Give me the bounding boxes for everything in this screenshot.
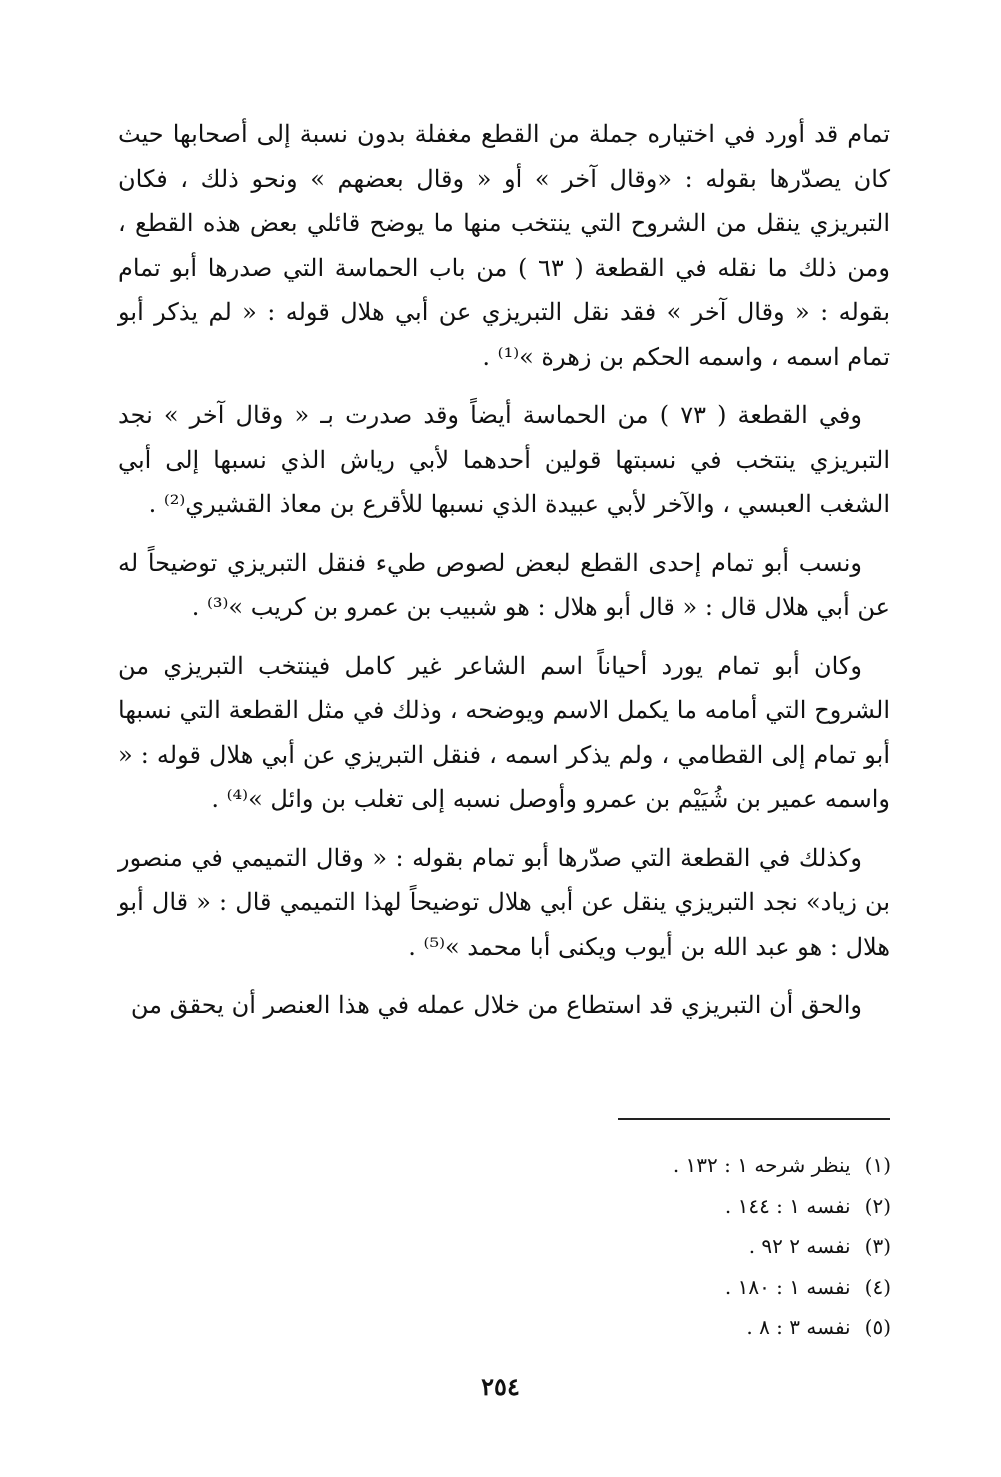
page-number: ٢٥٤ [481,1372,520,1401]
footnotes-list [471,1145,891,1348]
footnote-text: ينظر شرحه ١ : ١٣٢ . [672,1153,851,1177]
footnote-divider [618,1118,890,1120]
paragraph-2: وفي القطعة ( ٧٣ ) من الحماسة أيضاً وقد صدرت بـ « وقال آخر » نجد التبريزي ينتخب في نسبتها قولين أحدهما لأبي رياش الذي نسبها إلى أبي الشغب العبسي ، والآخر لأبي عبيدة الذي نسبها للأقرع بن معاذ القشيري⁽²⁾ . [118,401,890,518]
footnote-text: نفسه ١ : ١٨٠ . [724,1274,851,1299]
paragraph-5: وكذلك في القطعة التي صدّرها أبو تمام بقوله : « وقال التميمي في منصور بن زياد» نجد التبريزي ينقل عن أبي هلال توضيحاً لهذا التميمي قال : « قال أبو هلال : هو عبد الله بن أيوب ويكنى أبا محمد »⁽⁵⁾ . [118,843,890,961]
footnote-text: نفسه ١ : ١٤٤ . [724,1193,851,1218]
footnote-number: (٢) [864,1193,891,1218]
footnote-item [471,1226,891,1267]
paragraph-4: وكان أبو تمام يورد أحياناً اسم الشاعر غير كامل فينتخب التبريزي من الشروح التي أمامه ما يكمل الاسم ويوضحه ، وذلك في مثل القطعة التي نسبها أبو تمام إلى القطامي ، ولم يذكر اسمه ، فنقل التبريزي عن أبي هلال قوله : « واسمه عمير بن شُيَيْم بن عمرو وأوصل نسبه إلى تغلب بن وائل »⁽⁴⁾ . [118,651,890,813]
footnote-text: نفسه ٣ : ٨ . [746,1315,851,1339]
footnote-number: (٥) [864,1315,891,1339]
paragraph-3: ونسب أبو تمام إحدى القطع لبعض لصوص طيء فنقل التبريزي توضيحاً له عن أبي هلال قال : « قال أبو هلال : هو شبيب بن عمرو بن كريب »⁽³⁾ . [118,548,890,621]
footnote-item [471,1186,891,1227]
footnote-number: (٤) [864,1274,891,1299]
footnote-number: (٣) [864,1234,891,1258]
paragraph-6: والحق أن التبريزي قد استطاع من خلال عمله في هذا العنصر أن يحقق من [130,991,862,1019]
footnote-text: نفسه ٢ ٩٢ . [748,1234,851,1258]
main-text [118,112,890,1042]
footnote-item [471,1145,891,1186]
footnote-number: (١) [864,1153,891,1177]
paragraph-1: تمام قد أورد في اختياره جملة من القطع مغفلة بدون نسبة إلى أصحابها حيث كان يصدّرها بقوله : «وقال آخر » أو « وقال بعضهم » ونحو ذلك ، فكان التبريزي ينقل من الشروح التي ينتخب منها ما يوضح قائلي بعض هذه القطع ، ومن ذلك ما نقله في القطعة ( ٦٣ ) من باب الحماسة التي صدرها أبو تمام بقوله : « وقال آخر » فقد نقل التبريزي عن أبي هلال قوله : « لم يذكر أبو تمام اسمه ، واسمه الحكم بن زهرة »⁽¹⁾ . [118,120,890,371]
footnote-item [471,1307,891,1348]
footnote-item [471,1267,891,1308]
